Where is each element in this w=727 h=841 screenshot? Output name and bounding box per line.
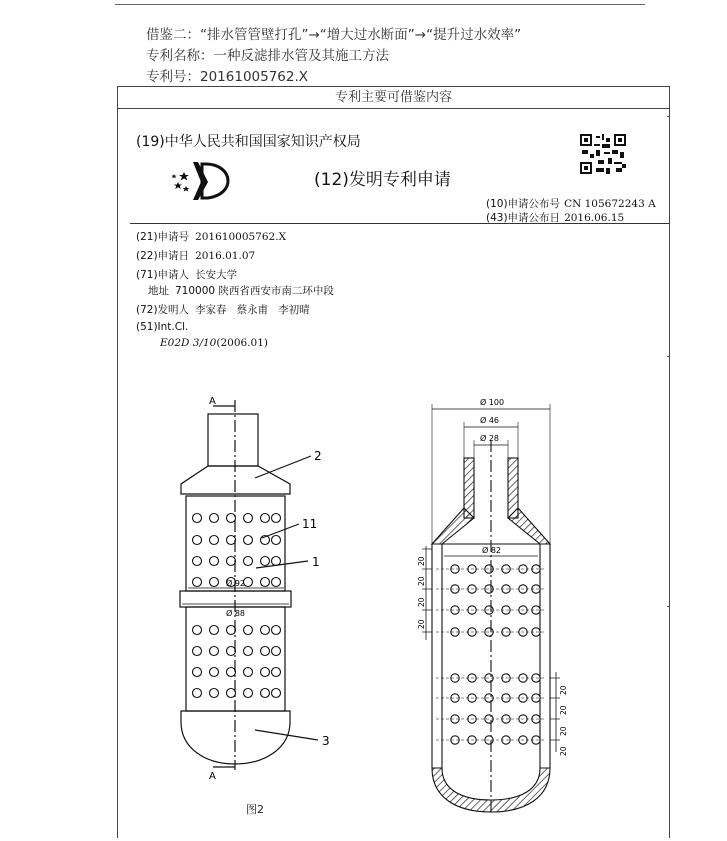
leader-1 <box>256 561 308 568</box>
label-1: 1 <box>312 555 320 569</box>
perforation-hole <box>210 626 219 635</box>
dim-88-text: Ø 88 <box>226 609 246 618</box>
section-mark-bottom: A <box>209 771 216 782</box>
perforation-hole <box>193 536 202 545</box>
perforation-hole <box>227 647 236 656</box>
perforation-hole <box>244 626 253 635</box>
perforation-hole <box>261 626 270 635</box>
perforation-hole <box>272 668 281 677</box>
perforation-hole <box>193 557 202 566</box>
perforation-hole <box>210 578 219 587</box>
perforation-hole <box>272 626 281 635</box>
perforation-hole <box>261 647 270 656</box>
pitch-dimension-text: 20 <box>417 619 426 629</box>
right-drawing <box>426 404 556 812</box>
pitch-dimension-text: 20 <box>559 685 568 695</box>
inventor-names: 李家春 蔡永甫 李初晴 <box>195 304 310 316</box>
perforation-hole <box>272 536 281 545</box>
perforation-hole <box>227 626 236 635</box>
pitch-dimension-text: 20 <box>417 556 426 566</box>
publication-date-label: (43)申请公布日 <box>486 212 561 224</box>
dim-28-text: Ø 28 <box>480 434 500 443</box>
perforation-hole <box>261 557 270 566</box>
perforation-hole <box>193 514 202 523</box>
intro-patent-number: 专利号：20161005762.X <box>146 69 309 85</box>
ipc-code: E02D 3/10 <box>160 337 217 349</box>
inventor-label: (72)发明人 <box>136 304 190 316</box>
outlet-neck <box>208 414 258 466</box>
perforation-hole <box>210 647 219 656</box>
perforation-hole <box>210 536 219 545</box>
perforation-hole <box>261 668 270 677</box>
perforation-hole <box>261 578 270 587</box>
perforation-hole <box>193 668 202 677</box>
perforation-hole <box>261 514 270 523</box>
publication-kind: (12)发明专利申请 <box>314 170 451 190</box>
perforation-hole <box>227 514 236 523</box>
perforation-hole <box>272 557 281 566</box>
dim-82-text: Ø 82 <box>482 546 502 555</box>
pitch-dimension-text: 20 <box>417 576 426 586</box>
perforation-hole <box>227 557 236 566</box>
perforation-hole <box>272 689 281 698</box>
intro-patent-name: 专利名称：一种反滤排水管及其施工方法 <box>146 48 389 64</box>
pitch-dimension-text: 20 <box>559 746 568 756</box>
label-11: 11 <box>302 517 318 531</box>
leader-2 <box>255 456 311 478</box>
dim-100-text: Ø 100 <box>480 398 505 407</box>
shoulder-left <box>432 508 474 544</box>
label-2: 2 <box>314 449 322 463</box>
perforation-hole <box>272 514 281 523</box>
ipc-label: (51)Int.Cl. <box>136 321 189 333</box>
perforation-hole <box>210 514 219 523</box>
perforation-hole <box>210 689 219 698</box>
perforation-hole <box>244 557 253 566</box>
patent-office: (19)中华人民共和国国家知识产权局 <box>136 134 361 150</box>
perforation-hole <box>193 578 202 587</box>
perforation-hole <box>244 536 253 545</box>
application-date: 2016.01.07 <box>195 250 256 262</box>
perforation-hole <box>244 668 253 677</box>
left-perforations <box>193 514 281 698</box>
perforation-hole <box>261 689 270 698</box>
pitch-dimensions <box>417 549 568 756</box>
perforation-hole <box>227 689 236 698</box>
publication-date: 2016.06.15 <box>564 212 625 224</box>
perforation-hole <box>193 626 202 635</box>
perforation-hole <box>193 647 202 656</box>
publication-number: CN 105672243 A <box>564 198 656 210</box>
dim-46-text: Ø 46 <box>480 416 500 425</box>
perforation-hole <box>210 557 219 566</box>
section-mark-top: A <box>209 396 216 407</box>
application-number: 201610005762.X <box>195 231 287 243</box>
shoulder-right <box>508 508 550 544</box>
application-number-label: (21)申请号 <box>136 231 190 243</box>
figure-caption: 图2 <box>246 803 264 816</box>
perforation-hole <box>272 578 281 587</box>
ipc-version: (2006.01) <box>216 337 268 349</box>
pitch-dimension-text: 20 <box>417 597 426 607</box>
pitch-dimension-text: 20 <box>559 705 568 715</box>
application-date-label: (22)申请日 <box>136 250 190 262</box>
perforation-hole <box>227 536 236 545</box>
applicant-name: 长安大学 <box>195 269 238 281</box>
perforation-hole <box>244 647 253 656</box>
address-value: 710000 陕西省西安市南二环中段 <box>175 285 334 297</box>
address-label: 地址 <box>148 285 169 297</box>
intro-reference: 借鉴二：“排水管管壁打孔”→“增大过水断面”→“提升过水效率” <box>146 27 522 43</box>
applicant-label: (71)申请人 <box>136 269 190 281</box>
perforation-hole <box>210 668 219 677</box>
pitch-dimension-text: 20 <box>559 726 568 736</box>
dim-92-text: Ø 92 <box>226 579 246 588</box>
frame-heading: 专利主要可借鉴内容 <box>118 87 669 109</box>
perforation-hole <box>193 689 202 698</box>
label-3: 3 <box>322 734 330 748</box>
publication-number-label: (10)申请公布号 <box>486 198 561 210</box>
perforation-hole <box>227 668 236 677</box>
perforation-hole <box>244 514 253 523</box>
perforation-hole <box>272 647 281 656</box>
perforation-hole <box>244 689 253 698</box>
